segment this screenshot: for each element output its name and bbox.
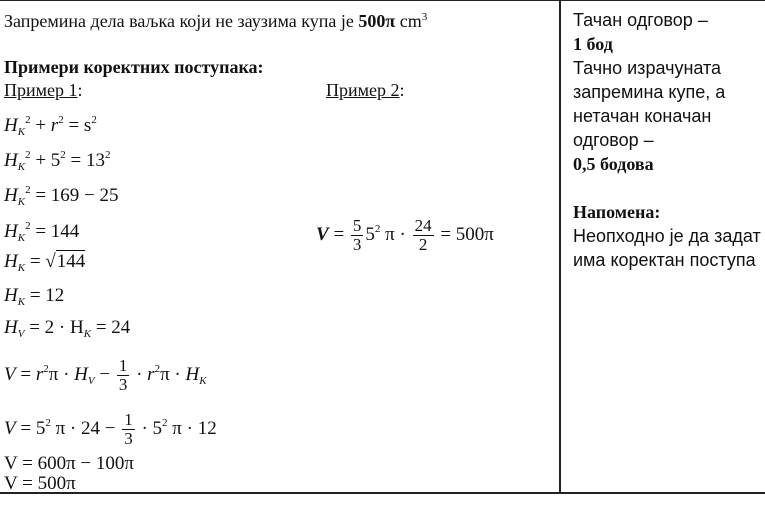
step-1: $H_K^2 + r^2 = s^2$ xyxy=(4,114,97,138)
sqrt-radicand: 144 xyxy=(56,251,86,272)
example1-label: Пример 1 xyxy=(4,80,78,100)
step-4-rhs: = 144 xyxy=(35,221,80,242)
step-2-mid: + 5 xyxy=(35,150,61,171)
example1-heading xyxy=(4,79,83,101)
header-unit-exp: 3 xyxy=(421,11,428,23)
score-line-4: запремина купе, а xyxy=(573,82,726,102)
score-half-points: 0,5 бодова xyxy=(573,154,654,174)
step-8: $V = r^2\pi \cdot H_V$ − $\frac{1}{3}$ · $r^2\pi \cdot H_K$ xyxy=(4,356,207,395)
step-9: $V = 5^2$ π · 24 − $\frac{1}{3}$ · $5^2$ π · 12 xyxy=(4,410,217,449)
example2-formula: V = $\frac{5}{3}$ $5^2$ π · $\frac{24}{2}$ = 500π xyxy=(316,216,494,255)
score-line-5: нетачан коначан xyxy=(573,106,712,126)
step-7: $H_V = 2 \cdot H_K = 24$ xyxy=(4,317,131,340)
step-2-rhs: = 13 xyxy=(70,150,106,171)
examples-heading: Примери коректних поступака: xyxy=(4,57,264,77)
score-line-3: Тачно израчуната xyxy=(573,58,722,78)
scoring-cell xyxy=(561,0,765,494)
step-6-rhs: = 12 xyxy=(29,285,65,306)
step-1-rhs: = s xyxy=(68,115,92,136)
step-6: $H_K = 12$ xyxy=(4,285,65,308)
header-unit: cm xyxy=(399,11,422,31)
ex2-lhs: V xyxy=(316,224,329,245)
example2-heading xyxy=(326,79,405,101)
score-line-1: Тачан одговор – xyxy=(573,10,708,30)
ex2-rhs: = 500π xyxy=(440,224,494,245)
step-3: $H_K^2 = 169 - 25$ xyxy=(4,184,119,208)
note-heading: Напомена: xyxy=(573,202,661,222)
ex2-frac2-den: 2 xyxy=(418,235,428,255)
step-2: $H_K^2 + 5^2 = 13^2$ xyxy=(4,149,111,173)
example2-label: Пример 2 xyxy=(326,80,400,100)
task-header xyxy=(4,6,427,32)
colon: : xyxy=(399,80,405,100)
step-4: $H_K^2 = 144$ xyxy=(4,220,80,244)
score-full-points: 1 бод xyxy=(573,34,613,54)
step-3-rhs: = 169 − 25 xyxy=(35,185,119,206)
step-7-rhs: = 2 · H xyxy=(29,317,84,338)
header-value: 500π xyxy=(358,11,396,31)
colon: : xyxy=(77,80,83,100)
step-5: $H_K = √144$ xyxy=(4,251,86,274)
header-prefix: Запремина дела ваљка који не заузима купа је xyxy=(4,11,359,31)
step-7-end: = 24 xyxy=(91,317,131,338)
ex2-frac2-num: 24 xyxy=(414,216,432,236)
note-line-1: Неопходно је да задат xyxy=(573,226,761,246)
score-line-6: одговор – xyxy=(573,130,654,150)
step-10: V = 600π − 100π xyxy=(4,453,134,474)
ex2-frac1-den: 3 xyxy=(352,235,362,255)
ex2-frac1-num: 5 xyxy=(352,216,362,236)
note-line-2: има коректан поступа xyxy=(573,250,756,270)
step-11: V = 500π xyxy=(4,473,76,494)
